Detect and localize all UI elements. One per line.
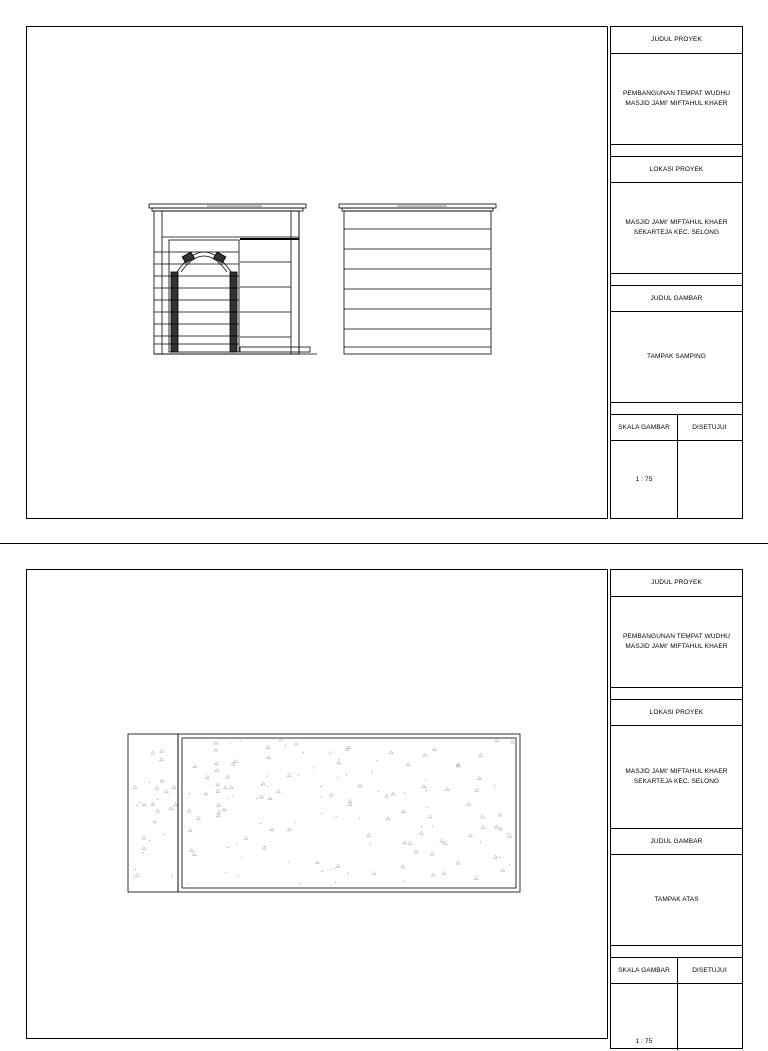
hatch-mark [403, 841, 407, 844]
hatch-mark [279, 738, 283, 741]
hatch-dot [480, 841, 481, 842]
hatch-dot [228, 847, 229, 848]
hatch-mark [372, 871, 376, 874]
hatch-mark [386, 817, 390, 820]
hatch-mark [151, 751, 155, 754]
hatch-mark [217, 810, 221, 813]
hatch-mark [142, 836, 146, 839]
hatch-dot [330, 869, 331, 870]
hatch-mark [467, 802, 471, 805]
hatch-mark [495, 738, 499, 741]
hatch-dot [322, 871, 323, 872]
hatch-mark [266, 756, 270, 759]
drawing-frame [26, 26, 608, 519]
hatch-dot [267, 786, 268, 787]
hatch-dot [426, 790, 427, 791]
hatch-dot [378, 791, 379, 792]
hatch-dot [256, 798, 257, 799]
hatch-mark [408, 841, 412, 844]
hatch-mark [401, 865, 405, 868]
hatch-mark [160, 749, 164, 752]
lokasi-proyek-label: LOKASI PROYEK [611, 156, 742, 182]
hatch-mark [259, 795, 263, 798]
hatch-mark [205, 775, 209, 778]
hatch-mark [315, 861, 319, 864]
title-block-spacer [611, 402, 742, 414]
hatch-mark [479, 753, 483, 756]
hatch-mark [142, 803, 146, 806]
hatch-dot [421, 826, 422, 827]
hatch-mark [336, 864, 340, 867]
hatch-dot [509, 864, 510, 865]
hatch-mark [440, 839, 444, 842]
hatch-dot [337, 777, 338, 778]
judul-proyek-value: PEMBANGUNAN TEMPAT WUDHU MASJID JAMI' MIFTAHUL KHAER [611, 53, 742, 144]
title-block-spacer [611, 273, 742, 285]
hatch-dot [242, 857, 243, 858]
hatch-mark [428, 815, 432, 818]
hatch-dot [494, 785, 495, 786]
hatch-mark [216, 783, 220, 786]
hatch-mark [401, 810, 405, 813]
hatch-mark [164, 789, 168, 792]
top-view-drawing [127, 733, 522, 895]
hatch-dot [189, 793, 190, 794]
hatch-mark [187, 809, 191, 812]
hatch-mark [367, 833, 371, 836]
hatch-mark [172, 785, 176, 788]
hatch-mark [494, 825, 498, 828]
hatch-mark [422, 785, 426, 788]
judul-gambar-label: JUDUL GAMBAR [611, 828, 742, 854]
judul-proyek-label: JUDUL PROYEK [651, 579, 702, 586]
hatch-dot [238, 875, 239, 876]
hatch-mark [215, 762, 219, 765]
hatch-dot [298, 774, 299, 775]
sheet-2 [0, 544, 768, 1045]
hatch-dot [134, 878, 135, 879]
hatch-mark [192, 853, 196, 856]
judul-gambar-value: TAMPAK SAMPING [611, 311, 742, 402]
hatch-mark [159, 758, 163, 761]
hatch-mark [391, 792, 395, 795]
hatch-mark [155, 786, 159, 789]
hatch-mark [498, 813, 502, 816]
skala-gambar-label: SKALA GAMBAR [611, 415, 677, 441]
hatch-dot [163, 834, 164, 835]
hatch-mark [190, 848, 194, 851]
hatch-dot [260, 823, 261, 824]
judul-gambar-label: JUDUL GAMBAR [611, 285, 742, 311]
hatch-mark [501, 868, 505, 871]
scale-approval-section [611, 957, 742, 1050]
hatch-mark [414, 850, 418, 853]
hatch-dot [334, 868, 335, 869]
lokasi-proyek-value: MASJID JAMI' MIFTAHUL KHAER SEKARTEJA KEC. SELONG [611, 725, 742, 828]
hatch-dot [143, 852, 144, 853]
hatch-mark [419, 831, 423, 834]
hatch-mark [468, 834, 472, 837]
hatch-dot [139, 802, 140, 803]
hatch-dot [348, 873, 349, 874]
hatch-mark [217, 803, 221, 806]
disetujui-label: DISETUJUI [677, 958, 742, 984]
hatch-dot [225, 872, 226, 873]
hatch-dot [137, 805, 138, 806]
hatch-mark [133, 785, 137, 788]
hatch-dot [346, 774, 347, 775]
hatch-mark [474, 876, 478, 879]
skala-gambar-value: 1 : 75 [635, 476, 653, 483]
hatch-mark [244, 836, 248, 839]
hatch-mark [389, 751, 393, 754]
hatch-dot [237, 844, 238, 845]
hatch-dot [232, 796, 233, 797]
hatch-mark [294, 742, 298, 745]
hatch-mark [142, 846, 146, 849]
hatch-mark [160, 779, 164, 782]
hatch-mark [229, 786, 233, 789]
hatch-dot [149, 782, 150, 783]
hatch-mark [481, 815, 485, 818]
hatch-dot [369, 844, 370, 845]
hatch-dot [188, 883, 189, 884]
hatch-mark [224, 786, 228, 789]
judul-proyek-value: PEMBANGUNAN TEMPAT WUDHU MASJID JAMI' MIFTAHUL KHAER [611, 596, 742, 687]
hatch-dot [329, 754, 330, 755]
hatch-dot [288, 861, 289, 862]
hatch-mark [423, 753, 427, 756]
hatch-mark [276, 789, 280, 792]
hatch-mark [329, 793, 333, 796]
hatch-dot [425, 779, 426, 780]
hatch-mark [234, 759, 238, 762]
hatch-dot [313, 767, 314, 768]
hatch-dot [227, 797, 228, 798]
hatch-mark [499, 827, 503, 830]
judul-proyek-label: JUDUL PROYEK [651, 36, 702, 43]
title-block [610, 569, 743, 1049]
hatch-mark [406, 763, 410, 766]
hatch-mark [348, 803, 352, 806]
hatch-mark [337, 761, 341, 764]
hatch-dot [499, 857, 500, 858]
hatch-dot [321, 813, 322, 814]
judul-gambar-value: TAMPAK ATAS [611, 854, 742, 945]
scale-approval-section [611, 414, 742, 518]
hatch-mark [477, 777, 481, 780]
hatch-mark [358, 784, 362, 787]
hatch-dot [371, 772, 372, 773]
hatch-mark [511, 740, 515, 743]
hatch-mark [153, 820, 157, 823]
hatch-mark [173, 803, 177, 806]
hatch-dot [336, 816, 337, 817]
hatch-mark [169, 807, 173, 810]
hatch-mark [508, 834, 512, 837]
hatch-mark [268, 797, 272, 800]
hatch-mark [135, 873, 139, 876]
hatch-mark [287, 828, 291, 831]
hatch-dot [404, 881, 405, 882]
hatch-dot [264, 846, 265, 847]
hatch-dot [267, 776, 268, 777]
hatch-mark [432, 748, 436, 751]
hatch-mark [196, 816, 200, 819]
title-block [610, 26, 743, 519]
hatch-mark [456, 861, 460, 864]
hatch-mark [216, 814, 220, 817]
hatch-dot [230, 742, 231, 743]
hatch-dot [321, 796, 322, 797]
hatch-dot [338, 759, 339, 760]
hatch-mark [348, 799, 352, 802]
hatch-dot [329, 752, 330, 753]
disetujui-label: DISETUJUI [677, 415, 742, 441]
title-block-spacer [611, 945, 742, 957]
hatch-dot [303, 752, 304, 753]
hatch-dot [427, 807, 428, 808]
hatch-mark [445, 788, 449, 791]
hatch-mark [193, 765, 197, 768]
hatch-mark [215, 769, 219, 772]
hatch-dot [376, 760, 377, 761]
lokasi-proyek-value: MASJID JAMI' MIFTAHUL KHAER SEKARTEJA KEC. SELONG [611, 182, 742, 273]
hatch-mark [270, 828, 274, 831]
hatch-dot [295, 822, 296, 823]
hatch-mark [385, 794, 389, 797]
side-elevation-drawing [147, 202, 497, 362]
hatch-dot [299, 883, 300, 884]
hatch-dot [432, 826, 433, 827]
hatch-dot [157, 799, 158, 800]
hatch-mark [442, 872, 446, 875]
hatch-mark [345, 747, 349, 750]
hatch-mark [226, 775, 230, 778]
skala-gambar-value: 1 : 75 [635, 1038, 653, 1045]
hatch-mark [431, 873, 435, 876]
hatch-mark [188, 828, 192, 831]
hatch-mark [475, 788, 479, 791]
title-block-spacer [611, 687, 742, 699]
hatch-mark [222, 808, 226, 811]
hatch-dot [359, 818, 360, 819]
hatch-mark [266, 745, 270, 748]
skala-gambar-label: SKALA GAMBAR [611, 958, 677, 984]
hatch-dot [404, 793, 405, 794]
hatch-mark [216, 789, 220, 792]
hatch-dot [135, 869, 136, 870]
hatch-mark [481, 825, 485, 828]
lokasi-proyek-label: LOKASI PROYEK [611, 699, 742, 725]
hatch-dot [172, 876, 173, 877]
drawing-frame [26, 569, 608, 1039]
hatch-mark [430, 852, 434, 855]
hatch-mark [204, 792, 208, 795]
hatch-dot [241, 741, 242, 742]
hatch-mark [493, 855, 497, 858]
hatch-mark [214, 748, 218, 751]
hatch-dot [335, 882, 336, 883]
hatch-dot [149, 840, 150, 841]
hatch-dot [320, 786, 321, 787]
hatch-mark [156, 809, 160, 812]
hatch-mark [214, 741, 218, 744]
title-block-spacer [611, 144, 742, 156]
hatch-dot [507, 833, 508, 834]
hatch-dot [285, 745, 286, 746]
hatch-mark [287, 773, 291, 776]
